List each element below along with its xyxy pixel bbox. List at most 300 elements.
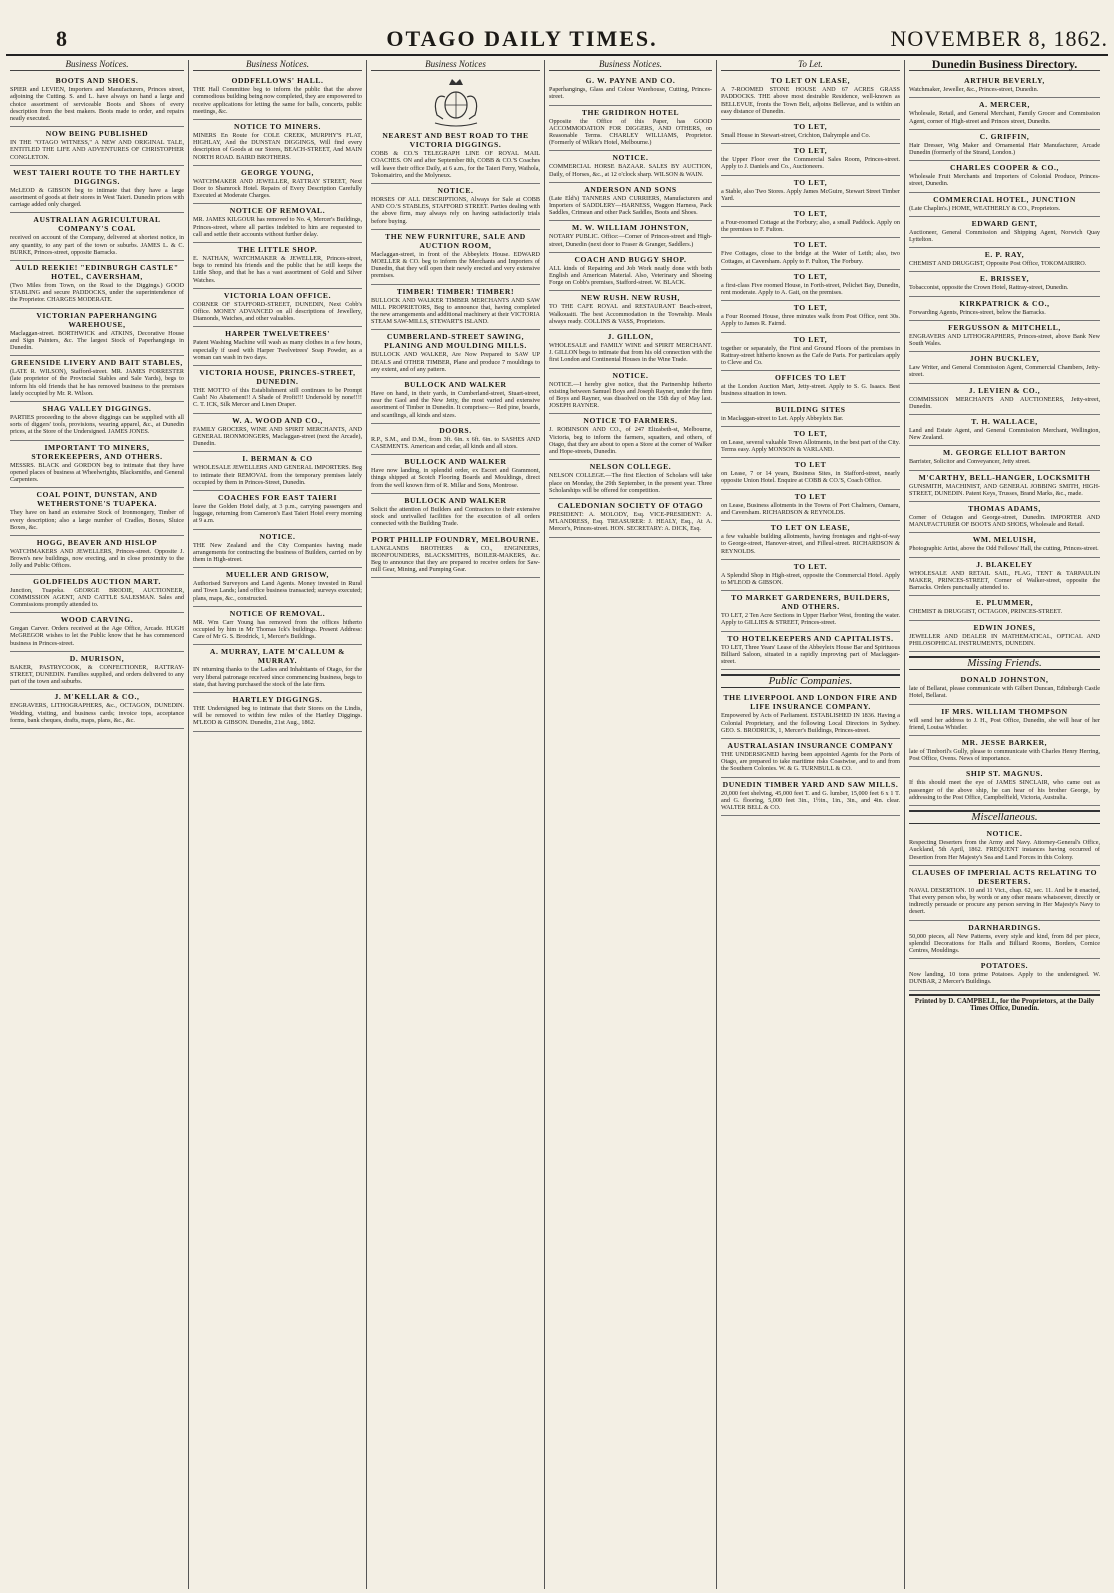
advertisement <box>909 217 1100 248</box>
ad-title: TO LET <box>794 491 827 501</box>
ad-body: Junction, Tuapeka. GEORGE BRODIE, AUCTIONEER, COMMISSION AGENT, AND CATTLE SALESMAN. Sales and Commissions promptly attended to. <box>10 586 184 608</box>
ad-title: CUMBERLAND-STREET SAWING, PLANING AND MOULDING MILLS. <box>384 332 527 351</box>
ad-body: R.P., S.M., and D.M., from 3ft. 6in. x 6ft. 6in. to SASHES AND CASEMENTS. American and cedar, all kinds and all sizes. <box>371 435 540 451</box>
ad-body: HORSES OF ALL DESCRIPTIONS, Always for Sale at COBB AND CO.'S STABLES, STAFFORD STREET. Parties dealing with the above firm, may always rely on having satisfactorily trials before buying. <box>371 196 540 225</box>
ad-body: Now landing, 10 tons prime Potatoes. Apply to the undersigned. W. DUNBAR, 2 Mercer's Buildings. <box>909 971 1100 986</box>
ad-title: NOTICE. <box>986 829 1023 839</box>
advertisement <box>10 356 184 402</box>
ad-body: Small House in Stewart-street, Crichton, Dalrymple and Co. <box>721 132 871 140</box>
ad-title: NOTICE. <box>259 531 296 541</box>
ad-body: PARTIES proceeding to the above diggings can be supplied with all sorts of diggers' tools, provisions, wearing apparel, &c., at Dunedin prices, at the Store of the Undersigned. JAMES JONES. <box>10 414 184 436</box>
ad-body: Empowered by Acts of Parliament. ESTABLISHED IN 1836. Having a Colonial Proprietary, and the following Local Directors in Sydney. GEO. S. BRODRICK, 1, Mercer's Buildings, Princes-street. <box>721 712 900 734</box>
ad-body: Maclaggan-street. BORTHWICK and ATKINS, Decorative House and Sign Painters, &c. The largest Stock of Paperhangings in Dunedin. <box>10 329 184 352</box>
ad-body: THE New Zealand and the City Companies having made arrangements for contracting the business of Builders, carried on by them in High-street. <box>193 541 362 563</box>
ad-body: ENGRAVERS AND LITHOGRAPHERS, Princes-street, above Bank New South Wales. <box>909 332 1100 348</box>
ad-title: TO LET, <box>793 271 828 281</box>
ad-title: COAL POINT, DUNSTAN, AND WETHERSTONE'S TUAPEKA. <box>36 490 158 509</box>
advertisement <box>721 74 900 120</box>
ad-body: Forwarding Agents, Princes-street, below the Barracks. <box>909 308 1046 316</box>
column-header: Business Notices. <box>549 60 712 71</box>
column-2 <box>188 60 366 1589</box>
ad-body: McLEOD & GIBSON beg to intimate that they have a large assortment of goods at their stores in West Taieri. Dunedin prices with carriage added only charged. <box>10 186 184 209</box>
ad-body: on Lease, 7 or 14 years, Business Sites, in Stafford-street, nearly opposite Union Hotel. Enquire at COBB & CO.'S, Coach Office. <box>721 470 900 485</box>
ad-title: D. MURISON, <box>69 653 125 663</box>
ad-body: NAVAL DESERTION. 10 and 11 Vict., chap. 62, sec. 11. And be it enacted, That every person who, by words or any other means whatsoever, directly or indirectly persuade or procure any person serving in Her Majesty's Navy to desert. <box>909 886 1100 916</box>
ad-title: DARNHARDINGS. <box>968 922 1041 932</box>
section-heading: Missing Friends. <box>909 656 1100 670</box>
column-header: To Let. <box>721 60 900 71</box>
column-1 <box>6 60 188 1589</box>
advertisement <box>549 151 712 182</box>
advertisement <box>549 183 712 222</box>
ad-body: WATCHMAKER AND JEWELLER, RATTRAY STREET, Next Door to Shamrock Hotel. Repairs of Every Description Carefully Executed at Moderate Charges. <box>193 177 362 200</box>
ad-title: NOTICE TO MINERS. <box>234 122 321 132</box>
ad-title: TO LET, <box>793 122 828 132</box>
ad-body: MESSRS. BLACK and GORDON beg to intimate that they have opened places of business at Wheelwrights, Blacksmiths, and General Carpenters. <box>10 461 184 484</box>
advertisement <box>721 739 900 778</box>
advertisement <box>193 414 362 453</box>
ad-body: CORNER OF STAFFORD-STREET, DUNEDIN, Next Cobb's Office. MONEY ADVANCED on all descriptions of Jewellery, Diamonds, Watches, and other valuables. <box>193 300 362 323</box>
column-header: Business Notices <box>371 60 540 71</box>
advertisement <box>721 591 900 631</box>
section-heading: Public Companies. <box>721 674 900 688</box>
ad-body: TO THE CAFE ROYAL and RESTAURANT Beach-street, Walkouaiti. The best Accommodation in the Township. Meals always ready. COLLINS & VASS, Proprietors. <box>549 303 712 325</box>
advertisement <box>10 690 184 729</box>
ad-body: J. ROBINSON AND CO., of 247 Elizabeth-st, Melbourne, Victoria, beg to inform the farmers, squatters, and others, of Otago, that they are about to open a Store at the corner of Walker and Hope-streets, Dunedin. <box>549 426 712 456</box>
advertisement <box>909 736 1100 767</box>
ad-body: FAMILY GROCERS, WINE AND SPIRIT MERCHANTS, AND GENERAL IRONMONGERS, Maclaggan-street (next the Arcade), Dunedin. <box>193 425 362 448</box>
advertisement <box>909 705 1100 736</box>
advertisement <box>909 98 1100 129</box>
advertisement <box>193 166 362 205</box>
ad-body: CHEMIST & DRUGGIST, OCTAGON, PRINCES-STREET. <box>909 608 1062 616</box>
advertisement <box>10 309 184 357</box>
ad-body: WHOLESALE and FAMILY WINE and SPIRIT MERCHANT. J. GILLON begs to intimate that from his old connection with the first London and Continental Houses in the Wine Trade. <box>549 342 712 364</box>
ad-title: TO LET, <box>793 177 828 187</box>
ad-body: Photographic Artist, above the Odd Fellows' Hall, the cutting, Princes-street. <box>909 545 1099 553</box>
royal-arms-icon <box>421 75 491 127</box>
ad-body: 20,000 feet shelving, 45,000 feet T. and G. lumber, 15,000 feet 6 x 1 T. and G. flooring, 5,000 feet 3in., 1½in., 1in., 3in., and 4in. clear. WALTER BELL & CO. <box>721 789 900 811</box>
ad-body: Patent Washing Machine will wash as many clothes in a few hours, especially if used with Harper Twelvetrees' Soap Powder, as a woman can wash in two days. <box>193 339 362 361</box>
ad-body: MR. Wm Carr Young has removed from the offices hitherto occupied by him in Mr Thomas Ick's buildings. Present Address: Care of Mr G. S. Brodrick, 1, Mercer's Buildings. <box>193 618 362 641</box>
ad-body: a Stable, also Two Stores. Apply James McGuire, Stewart Street Timber Yard. <box>721 187 900 202</box>
ad-title: NEAREST AND BEST ROAD TO THE VICTORIA DIGGINGS. <box>382 131 529 150</box>
advertisement <box>193 645 362 693</box>
ad-title: VICTORIAN PAPERHANGING WAREHOUSE, <box>36 310 158 329</box>
ad-title: VICTORIA LOAN OFFICE. <box>223 290 332 300</box>
ad-title: NEW RUSH. NEW RUSH, <box>580 293 681 303</box>
ad-title: GREENSIDE LIVERY AND BAIT STABLES, <box>11 358 183 368</box>
advertisement <box>371 424 540 455</box>
advertisement <box>549 499 712 538</box>
advertisement <box>909 921 1100 960</box>
ad-title: TIMBER! TIMBER! TIMBER! <box>396 286 515 296</box>
ad-title: THE LITTLE SHOP. <box>237 245 318 255</box>
ad-title: W. A. WOOD AND CO., <box>232 415 323 425</box>
advertisement <box>10 613 184 652</box>
advertisement <box>721 490 900 521</box>
ad-title: J. BLAKELEY <box>976 559 1033 569</box>
advertisement <box>909 471 1100 502</box>
advertisement <box>371 494 540 533</box>
advertisement <box>721 270 900 301</box>
advertisement <box>909 558 1100 597</box>
ad-title: WM. MELUISH, <box>972 535 1037 545</box>
advertisement <box>549 414 712 460</box>
ad-title: J. GILLON, <box>607 332 654 342</box>
column-5 <box>716 60 904 1589</box>
advertisement <box>371 230 540 285</box>
ad-body: THE Undersigned beg to intimate that their Stores on the Lindis, will be removed to within few miles of the Hartley Diggings. M'LEOD & GIBSON. Dunedin, 21st Aug., 1862. <box>193 704 362 727</box>
ad-title: BOOTS AND SHOES. <box>55 76 139 86</box>
ad-title: TO LET, <box>793 303 828 313</box>
advertisement <box>721 778 900 817</box>
ad-body: Maclaggan-street, in front of the Abbeyleix House. EDWARD MOELLER & CO. beg to inform the Merchants and Importers of Dunedin, that they will open their newly erected and very extensive premises. <box>371 250 540 280</box>
ad-title: THE NEW FURNITURE, SALE AND AUCTION ROOM, <box>385 231 526 250</box>
ad-title: AULD REEKIE! "EDINBURGH CASTLE" HOTEL, CAVERSHAM, <box>15 263 179 282</box>
ad-title: JOHN BUCKLEY, <box>969 354 1040 364</box>
ad-title: TO LET, <box>793 146 828 156</box>
ad-title: COMMERCIAL HOTEL, JUNCTION <box>933 194 1076 204</box>
ad-title: ARTHUR BEVERLY, <box>964 76 1045 86</box>
ad-body: Barrister, Solicitor and Conveyancer, Jetty street. <box>909 458 1031 466</box>
ad-title: SHIP ST. MAGNUS. <box>966 769 1043 779</box>
advertisement <box>909 272 1100 296</box>
advertisement <box>549 369 712 415</box>
ad-title: TO LET <box>794 460 827 470</box>
ad-title: TO HOTELKEEPERS AND CAPITALISTS. <box>727 633 894 643</box>
ad-title: COACH AND BUGGY SHOP. <box>574 254 687 264</box>
advertisement <box>721 371 900 402</box>
ad-title: COACHES FOR EAST TAIERI <box>217 492 338 502</box>
advertisement <box>721 176 900 207</box>
advertisement <box>549 460 712 499</box>
ad-body: COBB & CO.'S TELEGRAPH LINE OF ROYAL MAIL COACHES. ON and after September 8th, COBB & CO.'S Coaches will leave their office Daily, at 6 a.m., for the Taieri Ferry, Waihola, Tokomairiro, and the Molyneux. <box>371 150 540 179</box>
ad-body: CHEMIST AND DRUGGIST, Opposite Post Office, TOKOMAIRIRO. <box>909 260 1087 268</box>
ad-body: together or separately, the First and Ground Floors of the premises in Rattray-street hitherto known as the Cafe de Paris. For particulars apply to Cleve and Co. <box>721 344 900 367</box>
advertisement <box>549 74 712 105</box>
advertisement <box>10 127 184 166</box>
ad-title: TO MARKET GARDENERS, BUILDERS, AND OTHERS. <box>731 593 890 612</box>
advertisement <box>909 130 1100 161</box>
ad-body: late of Bellarat, please communicate with Gilbert Duncan, Edinburgh Castle Hotel, Bellarat. <box>909 685 1100 700</box>
ad-title: BULLOCK AND WALKER <box>404 495 507 505</box>
advertisement <box>721 691 900 739</box>
ad-body: Paperhangings, Glass and Colour Warehouse, Cutting, Princes-street. <box>549 86 712 101</box>
ad-body: a Four-roomed Cottage at the Forbury; also, a small Paddock. Apply on the premises to F. Fulton. <box>721 219 900 234</box>
advertisement <box>909 297 1100 321</box>
ad-body: If this should meet the eye of JAMES SINCLAIR, who came out as passenger of the above ship, he can hear of his brother George, by addressing to the Post Office, Campbelfield, Victoria, Australia. <box>909 779 1100 801</box>
advertisement <box>909 384 1100 415</box>
ad-title: EDWIN JONES, <box>973 622 1036 632</box>
ad-body: received on account of the Company, delivered at shortest notice, in any quantity, to any part of the town or suburbs. JAMES L. & C. BURKE, Princes-street, opposite Barracks. <box>10 234 184 256</box>
section-heading: Miscellaneous. <box>909 810 1100 824</box>
ad-body: E. NATHAN, WATCHMAKER & JEWELLER, Princes-street, begs to remind his friends and the public that he still keeps the Little Shop, and that he has a vast assortment of Gold and Silver Watches. <box>193 255 362 284</box>
ad-title: DOORS. <box>439 425 472 435</box>
ad-body: a few valuable building allotments, having frontages and right-of-way to George-street, Hanover-street, and Filleul-street. RICHARDSON & REYNOLDS. <box>721 533 900 555</box>
ad-body: Wholesale Fruit Merchants and Importers of Colonial Produce, Princes-street, Dunedin. <box>909 173 1100 188</box>
ad-body: Five Cottages, close to the bridge at the Water of Leith; also, two Cottages, at Caversham. Apply to F. Fulton, The Forbury. <box>721 250 900 265</box>
column-3 <box>366 60 544 1589</box>
ad-body: Wholesale, Retail, and General Merchant, Family Grocer and Commission Agent, corner of High-street and Princes street, Dunedin. <box>909 110 1100 125</box>
ad-body: BULLOCK AND WALKER TIMBER MERCHANTS AND SAW MILL PROPRIETORS, Beg to announce that, having completed the new arrangements and additional machinery at their VICTORIA STEAM SAW-MILLS, STEWART'S ISLAND. <box>371 296 540 326</box>
advertisement <box>10 166 184 214</box>
ad-body: on Lease, Business allotments in the Towns of Port Chalmers, Oamaru, and Caversham. RICHARDSON & REYNOLDS. <box>721 501 900 516</box>
ad-title: TO LET ON LEASE, <box>770 523 851 533</box>
advertisement <box>10 213 184 261</box>
ad-title: M. W. WILLIAM JOHNSTON, <box>572 223 689 233</box>
ad-title: NOTICE OF REMOVAL. <box>229 608 326 618</box>
advertisement <box>371 378 540 424</box>
ad-body: Hair Dresser, Wig Maker and Ornamental Hair Manufacturer, Arcade Dunedin (formerly of the Strand, London.) <box>909 141 1100 157</box>
advertisement <box>193 607 362 646</box>
ad-title: IF MRS. WILLIAM THOMPSON <box>941 706 1068 716</box>
advertisement <box>721 333 900 372</box>
ad-body: TO LET, 2 Ten Acre Sections in Upper Harbor West, fronting the water. Apply to GILLIES & STREET, Princes-street. <box>721 612 900 627</box>
advertisement <box>10 74 184 127</box>
ad-title: BULLOCK AND WALKER <box>404 380 507 390</box>
ad-title: THE GRIDIRON HOTEL <box>581 107 680 117</box>
ad-body: a Four Roomed House, three minutes walk from Post Office, rent 30s. Apply to James R. Fairnd. <box>721 313 900 328</box>
advertisement <box>371 330 540 378</box>
ad-body: THE UNDERSIGNED having been appointed Agents for the Ports of Otago, are prepared to take maritime risks Coastwise, and to and from the Southern Colonies. W. & G. TURNBULL & CO. <box>721 750 900 773</box>
printer-imprint: Printed by D. CAMPBELL, for the Proprietors, at the Daily Times Office, Dunedin. <box>909 994 1100 1012</box>
ad-title: CLAUSES OF IMPERIAL ACTS RELATING TO DESERTERS. <box>911 867 1098 886</box>
advertisement <box>549 330 712 369</box>
ad-body: PRESIDENT: A. MOLODY, Esq. VICE-PRESIDENT: A. M'LANDRESS, Esq. TREASURER: J. HEALY, Esq., At A. Mercer's, Princes-street. HON. SECRETARY: A. DICK, Esq. <box>549 510 712 533</box>
advertisement <box>10 652 184 691</box>
advertisement <box>371 533 540 579</box>
advertisement <box>10 261 184 309</box>
advertisement <box>10 575 184 614</box>
ad-body: Authorised Surveyors and Land Agents. Money invested in Rural and Town Lands; land office business transacted; surveys executed; plans, maps, &c., constructed. <box>193 580 362 602</box>
ad-title: WEST TAIERI ROUTE TO THE HARTLEY DIGGINGS. <box>13 167 181 186</box>
ad-title: NELSON COLLEGE. <box>589 462 672 472</box>
ad-body: JEWELLER AND DEALER IN MATHEMATICAL, OPTICAL AND PHILOSOPHICAL INSTRUMENTS, DUNEDIN. <box>909 632 1100 647</box>
ad-title: E. BRISSEY, <box>979 274 1030 284</box>
advertisement <box>549 106 712 152</box>
ad-title: HARTLEY DIGGINGS. <box>232 694 323 704</box>
ad-body: WHOLESALE JEWELLERS AND GENERAL IMPORTERS. Beg to intimate their REMOVAL from the temporary premises lately occupied by them in Princes-Street, Dunedin. <box>193 464 362 486</box>
ad-body: Land and Estate Agent, and General Commission Merchant, Wellington, New Zealand. <box>909 427 1100 442</box>
ad-body: COMMERCIAL HORSE BAZAAR. SALES BY AUCTION, Daily, of Horses, &c., at 12 o'clock sharp. WILSON & WAIN. <box>549 163 712 178</box>
column-header: Business Notices. <box>10 60 184 71</box>
ad-title: TO LET. <box>793 561 828 571</box>
ad-body: the Upper Floor over the Commercial Sales Room, Princes-street. Apply to J. Daniels and Co., Auctioneers. <box>721 156 900 171</box>
ad-title: ANDERSON AND SONS <box>584 184 677 194</box>
advertisement <box>721 238 900 269</box>
advertisement <box>909 596 1100 620</box>
ad-body: Have on hand, in their yards, in Cumberland-street, Stuart-street, near the Gaol and the New Jetty, the most varied and extensive assortment of Timber in Dunedin. It comprises:— Red pine, boards, and scantlings, all kinds and sizes. <box>371 390 540 419</box>
ad-body: MINERS En Route for COLE CREEK, MURPHY'S FLAT, HIGHLAY, And the DUNSTAN DIGGINGS, Will find every description of Goods at our Stores, BEACH-STREET, And MAIN NORTH ROAD. BAIRD BROTHERS. <box>193 132 362 161</box>
ad-body: Gregan Carver. Orders received at the Age Office, Arcade. HUGH McGREGOR wishes to let the Public know that he has commenced business in Princes-street. <box>10 625 184 647</box>
advertisement <box>721 632 900 671</box>
paper-title: OTAGO DAILY TIMES. <box>386 26 658 51</box>
directory-heading: Dunedin Business Directory. <box>909 60 1100 71</box>
advertisement <box>721 120 900 144</box>
advertisement <box>193 74 362 120</box>
ad-title: THOMAS ADAMS, <box>968 504 1041 514</box>
ad-title: J. LEVIEN & CO., <box>968 385 1041 395</box>
ad-title: OFFICES TO LET <box>775 373 846 383</box>
ad-body: (Late Chaplin's.) HOME, WEATHERLY & CO., Proprietors. <box>909 204 1061 212</box>
ad-title: AUSTRALIAN AGRICULTURAL COMPANY'S COAL <box>33 215 161 234</box>
ad-title: E. P. RAY, <box>984 250 1025 260</box>
advertisement <box>721 427 900 458</box>
advertisement <box>909 352 1100 383</box>
ad-body: ALL kinds of Repairing and Job Work neatly done with both English and American Material. Also, Veterinary and Shoeing Forge on Cobb's premises, Stafford-street. W. BLACK. <box>549 264 712 287</box>
ad-title: TO LET, <box>793 209 828 219</box>
advertisement <box>721 207 900 238</box>
ad-body: in Maclaggan-street to Let. Apply Abbeyleix Bar. <box>721 414 844 422</box>
ad-body: GUNSMITH, MACHINIST, AND GENERAL JOBBING SMITH, HIGH-STREET, DUNEDIN. Patent Keys, Trusses, Brand Marks, &c., made. <box>909 482 1100 497</box>
ad-body: 50,000 pieces, all New Patterns, every style and kind, from 8d per piece, splendid Decorations for Halls and Billiard Rooms, Borders, Cornice Centres, Mouldings. <box>909 932 1100 954</box>
ad-title: KIRKPATRICK & CO., <box>959 298 1050 308</box>
ad-title: WOOD CARVING. <box>60 615 134 625</box>
advertisement <box>10 488 184 536</box>
advertisement <box>909 74 1100 98</box>
ad-title: BUILDING SITES <box>775 404 846 414</box>
advertisement <box>193 204 362 243</box>
ad-body: NOTICE.—I hereby give notice, that the Partnership hitherto existing between Samuel Boys and Joseph Rayner, under the firm of Boys and Rayner, was dissolved on the 15th day of May last. JOSEPH RAYNER. <box>549 380 712 410</box>
ad-body: on Lease, several valuable Town Allotments, in the best part of the City. Terms easy. Apply MONSON & VARLAND. <box>721 438 900 454</box>
ad-title: NOTICE TO FARMERS. <box>583 416 678 426</box>
ad-body: Tobacconist, opposite the Crown Hotel, Rattray-street, Dunedin. <box>909 284 1069 292</box>
ad-title: TO LET, <box>793 428 828 438</box>
ad-title: CHARLES COOPER & CO., <box>949 163 1059 173</box>
ad-title: ODDFELLOWS' HALL. <box>231 76 324 86</box>
ad-body: IN THE "OTAGO WITNESS," A NEW AND ORIGINAL TALE, ENTITLED THE LIFE AND ADVENTURES OF CHRISTOPHER CONGLETON. <box>10 139 184 161</box>
ad-title: NOTICE. <box>612 153 649 163</box>
page-number: 8 <box>56 26 67 51</box>
ad-title: GEORGE YOUNG, <box>241 167 314 177</box>
advertisement <box>193 693 362 732</box>
ad-body: leave the Golden Hotel daily, at 3 p.m., carrying passengers and luggage, returning from Cameron's East Taieri Hotel every morning at 9 a.m. <box>193 502 362 525</box>
ad-body: WATCHMAKERS AND JEWELLERS, Princes-street. Opposite J. Brown's new buildings, now erecting, and in close proximity to the Jolly and Public Offices. <box>10 547 184 570</box>
publication-date: NOVEMBER 8, 1862. <box>890 26 1108 51</box>
ad-title: POTATOES. <box>980 961 1029 971</box>
ad-title: IMPORTANT TO MINERS, STOREKEEPERS, AND OTHERS. <box>31 442 163 461</box>
ad-body: Solicit the attention of Builders and Contractors to their extensive stock and unrivalled facilities for the execution of all orders connected with the Building Trade. <box>371 505 540 528</box>
ad-title: C. GRIFFIN, <box>979 131 1030 141</box>
advertisement <box>909 193 1100 217</box>
ad-title: MUELLER AND GRISOW, <box>226 570 329 580</box>
advertisement <box>193 530 362 569</box>
ad-title: NOTICE OF REMOVAL. <box>229 206 326 216</box>
ad-title: EDWARD GENT, <box>971 218 1038 228</box>
ad-title: DONALD JOHNSTON, <box>960 675 1049 685</box>
ad-title: M. GEORGE ELLIOT BARTON <box>943 448 1066 458</box>
ad-title: FERGUSSON & MITCHELL, <box>948 322 1061 332</box>
ad-title: E. PLUMMER, <box>975 598 1034 608</box>
ad-title: G. W. PAYNE AND CO. <box>585 76 676 86</box>
advertisement <box>909 866 1100 921</box>
ad-title: A. MERCER, <box>979 100 1030 110</box>
advertisement <box>721 560 900 591</box>
advertisement <box>193 120 362 166</box>
masthead <box>6 20 1108 56</box>
ad-title: HOGG, BEAVER AND HISLOP <box>36 537 158 547</box>
advertisement <box>721 144 900 175</box>
ad-title: NOTICE. <box>612 370 649 380</box>
advertisement <box>721 521 900 560</box>
advertisement <box>909 959 1100 990</box>
ad-title: SHAG VALLEY DIGGINGS. <box>42 404 152 414</box>
columns <box>6 60 1108 1589</box>
ad-body: NELSON COLLEGE.—The first Election of Scholars will take place on Monday, the 29th September, in the present year. Three Scholarships will be offered for competition. <box>549 472 712 494</box>
advertisement <box>909 673 1100 704</box>
advertisement <box>193 452 362 491</box>
column-6 <box>904 60 1104 1589</box>
ad-body: LANGLANDS BROTHERS & CO., ENGINEERS, IRONFOUNDERS, BLACKSMITHS, BOILER-MAKERS, &c. Beg to announce that they are prepared to receive orders for Saw-mill Gear, Mining, and Pumping Gear. <box>371 544 540 574</box>
advertisement <box>371 455 540 494</box>
ad-body: NOTARY PUBLIC. Office:—Corner of Princes-street and High-street, Dunedin (next door to Fraser & Granger, Saddlers.) <box>549 233 712 248</box>
ad-body: will send her address to J. H., Post Office, Dunedin, she will hear of her friend, Louisa Whistler. <box>909 716 1100 731</box>
ad-title: I. BERMAN & CO <box>242 454 313 464</box>
ad-title: TO LET. <box>793 240 828 250</box>
ad-body: Opposite the Office of this Paper, has GOOD ACCOMMODATION FOR DIGGERS, AND OTHERS, on Reasonable Terms. CHARLEY WILLIAMS, Proprietor. (Formerly of Wilkie's Hotel, Melbourne.) <box>549 117 712 147</box>
advertisement <box>909 321 1100 352</box>
advertisement <box>193 327 362 366</box>
ad-body: a first-class Five roomed House, in Forth-street, Pelichet Bay, Dunedin, rent moderate. Apply to A. Gait, on the premises. <box>721 281 900 297</box>
advertisement <box>909 415 1100 446</box>
ad-title: J. M'KELLAR & CO., <box>54 692 140 702</box>
ad-title: BULLOCK AND WALKER <box>404 457 507 467</box>
ad-title: TO LET, <box>793 334 828 344</box>
advertisement <box>549 253 712 292</box>
advertisement <box>909 767 1100 806</box>
ad-body: THE Hall Committee beg to inform the public that the above commodious building being now completed, they are empowered to receive applications for letting the same for balls, concerts, public meetings, &c. <box>193 86 362 115</box>
ad-title: GOLDFIELDS AUCTION MART. <box>33 576 161 586</box>
ad-title: MR. JESSE BARKER, <box>961 737 1048 747</box>
ad-body: THE MOTTO of this Establishment still continues to be Prompt Cash! No Abatement!! A Shade of Profit!!! Undersold by none!!!! C. T. ICK, Silk Mercer and Linen Draper. <box>193 387 362 409</box>
ad-body: WHOLESALE AND RETAIL SAIL, FLAG, TENT & TARPAULIN MAKER, PRINCES-STREET, Corner of Walker-street, opposite the Barracks. Orders punctually attended to. <box>909 569 1100 592</box>
advertisement <box>909 248 1100 272</box>
ad-body: (LATE R. WILSON), Stafford-street. MR. JAMES FORRESTER (late proprietor of the Provincial Stables and Sale Yards), begs to inform his old friends that he has removed business to the premises lately occupied by Mr. R. Wilson. <box>10 368 184 397</box>
ad-body: A 7-ROOMED STONE HOUSE AND 67 ACRES GRASS PADDOCKS. THE above most desirable Residence, well-known as BELLEVUE, fronts the Town Belt, adjoins Bellevue, and is within an easy distance of Dunedin. <box>721 86 900 115</box>
advertisement <box>721 301 900 332</box>
ad-body: COMMISSION MERCHANTS AND AUCTIONEERS, Jetty-street, Dunedin. <box>909 395 1100 410</box>
advertisement <box>721 403 900 427</box>
ad-title: PORT PHILLIP FOUNDRY, MELBOURNE. <box>372 534 539 544</box>
ad-body: (Late Eld's) TANNERS AND CURRIERS, Manufacturers and Importers of SADDLERY—HARNESS, Waggon Harness, Pack Saddles, Crimean and other Pack Saddles, Boots and Shoes. <box>549 194 712 217</box>
ad-title: NOW BEING PUBLISHED <box>45 129 149 139</box>
ad-title: HARPER TWELVETREES' <box>225 329 330 339</box>
ad-title: AUSTRALASIAN INSURANCE COMPANY <box>727 740 894 750</box>
advertisement <box>193 243 362 289</box>
advertisement <box>193 366 362 414</box>
advertisement <box>909 161 1100 192</box>
ad-body: Auctioneer, General Commission and Shipping Agent, Norwich Quay Lyttelton. <box>909 228 1100 244</box>
ad-body: Respecting Deserters from the Army and Navy. Attorney-General's Office, Auckland, 5th April, 1862. FREQUENT instances having occurred of Desertion from Her Majesty's Sea and Land Forces in this Colony. <box>909 839 1100 861</box>
advertisement <box>909 827 1100 866</box>
ad-body: IN returning thanks to the Ladies and Inhabitants of Otago, for the very liberal patronage received since commencing business, begs to state, that having purchased the stock of the late firm. <box>193 666 362 688</box>
ad-title: M'CARTHY, BELL-HANGER, LOCKSMITH <box>918 472 1091 482</box>
advertisement <box>10 441 184 489</box>
ad-title: THE LIVERPOOL AND LONDON FIRE AND LIFE INSURANCE COMPANY. <box>723 693 898 712</box>
ad-title: TO LET ON LEASE, <box>770 76 851 86</box>
advertisement <box>909 621 1100 652</box>
advertisement <box>193 491 362 530</box>
advertisement <box>371 285 540 331</box>
ad-body: TO LET, Three Years' Lease of the Abbeyleix House Bar and Spirituous Billiard Saloon, situated in a rapidly improving part of Maclaggan-street. <box>721 643 900 665</box>
advertisement <box>10 536 184 575</box>
advertisement <box>193 568 362 607</box>
ad-body: (Two Miles from Town, on the Road to the Diggings.) GOOD STABLING and secure PADDOCKS, under the superintendence of the Proprietor. CHARGES MODERATE. <box>10 282 184 304</box>
ad-body: They have on hand an extensive Stock of Ironmongery, Timber of every description; also a large number of Cradles, Boxes, Sluice Boxes, &c. <box>10 509 184 531</box>
advertisement <box>10 402 184 441</box>
ad-title: CALEDONIAN SOCIETY OF OTAGO <box>557 500 704 510</box>
